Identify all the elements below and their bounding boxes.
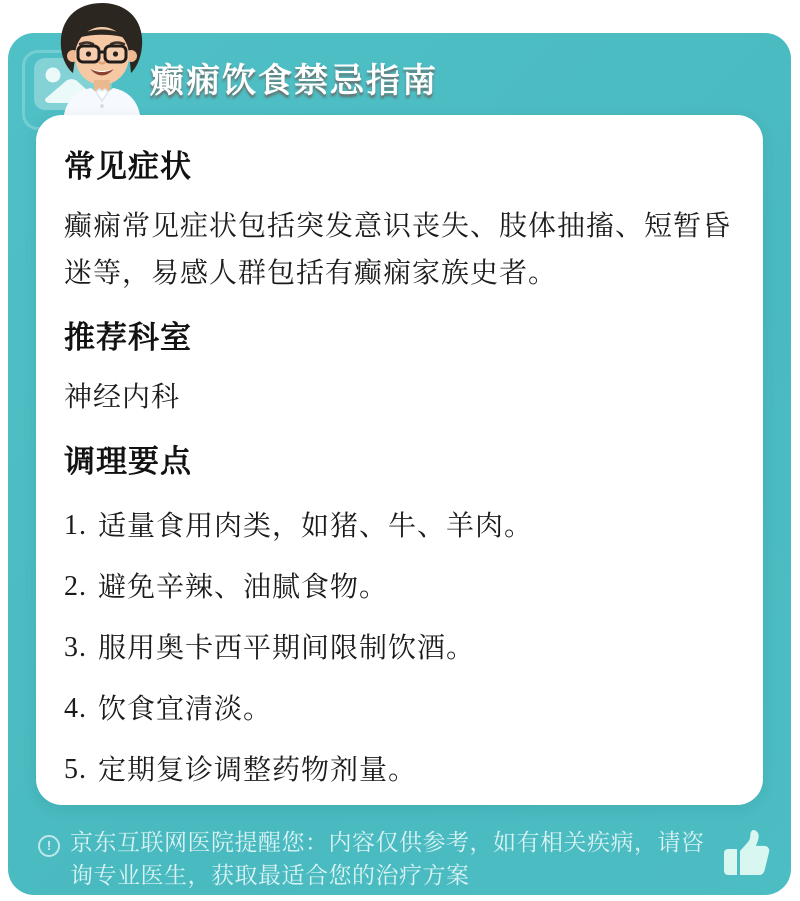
list-item-text: 适量食用肉类，如猪、牛、羊肉。 — [98, 510, 534, 541]
content-card — [36, 115, 763, 805]
disclaimer-text: 京东互联网医院提醒您：内容仅供参考，如有相关疾病，请咨询专业医生，获取最适合您的治疗方案 — [70, 829, 705, 888]
care-points-list — [64, 503, 735, 793]
info-circle-icon: ! — [38, 835, 60, 857]
list-item-number: 2. — [64, 571, 87, 602]
list-item-number: 5. — [64, 754, 87, 785]
list-item-text: 服用奥卡西平期间限制饮酒。 — [98, 632, 476, 663]
list-item-text: 定期复诊调整药物剂量。 — [98, 754, 418, 785]
section-heading-symptoms: 常见症状 — [64, 149, 192, 184]
list-item-number: 4. — [64, 693, 87, 724]
symptoms-text: 癫痫常见症状包括突发意识丧失、肢体抽搐、短暂昏迷等，易感人群包括有癫痫家族史者。 — [64, 210, 732, 288]
page-title: 癫痫饮食禁忌指南 — [150, 62, 438, 100]
doctor-avatar — [42, 2, 162, 115]
section-heading-department: 推荐科室 — [64, 320, 192, 355]
list-item-text: 饮食宜清淡。 — [98, 693, 273, 724]
list-item — [64, 625, 735, 671]
department-text: 神经内科 — [64, 381, 181, 412]
list-item-number: 3. — [64, 632, 87, 663]
list-item-number: 1. — [64, 510, 87, 541]
list-item — [64, 564, 735, 610]
list-item — [64, 747, 735, 793]
list-item — [64, 503, 735, 549]
section-heading-care-points: 调理要点 — [64, 444, 192, 479]
thumbs-up-icon[interactable] — [722, 828, 770, 878]
disclaimer-footer — [38, 826, 706, 892]
list-item-text: 避免辛辣、油腻食物。 — [98, 571, 389, 602]
list-item — [64, 686, 735, 732]
